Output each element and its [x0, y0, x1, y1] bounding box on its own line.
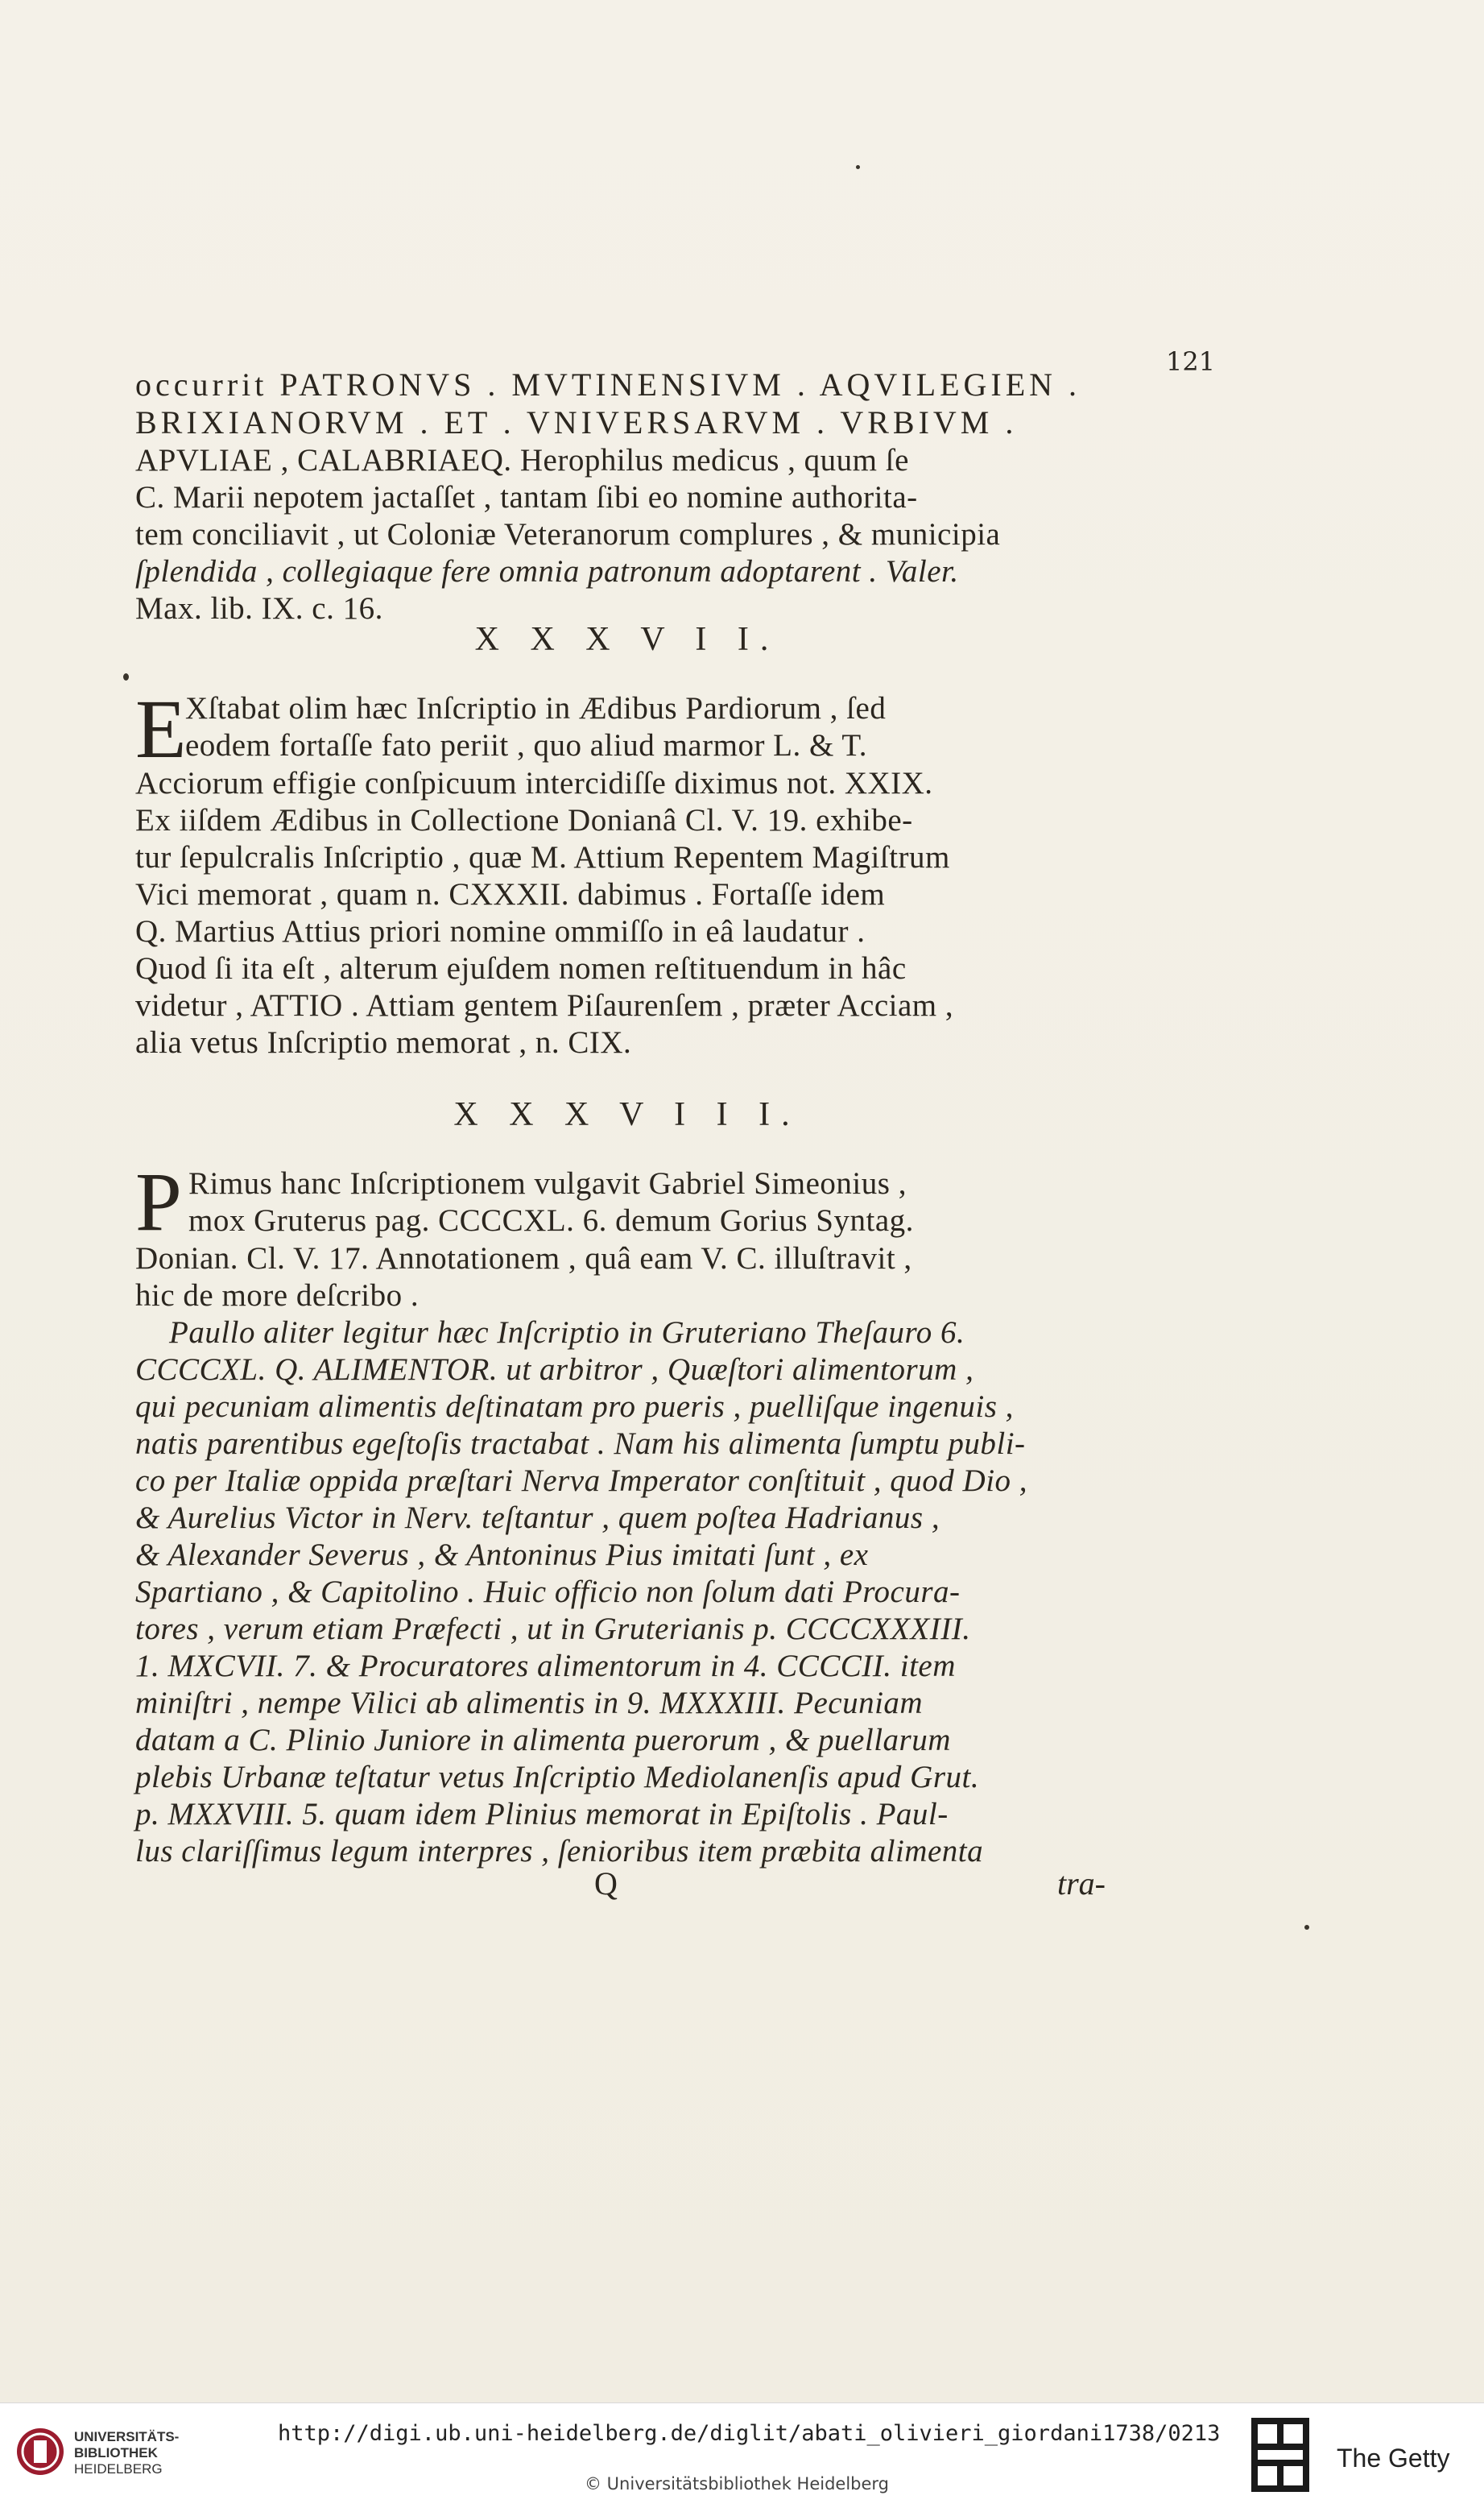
- library-name-line: BIBLIOTHEK: [74, 2445, 158, 2460]
- text-line: tur ſepulcralis Inſcriptio , quæ M. Attium Repentem Magiſtrum: [135, 840, 950, 875]
- text-line: Paullo aliter legitur hæc Inſcriptio in Gruteriano Theſauro 6.: [169, 1315, 965, 1350]
- text-line: 1. MXCVII. 7. & Procuratores alimentorum in 4. CCCCII. item: [135, 1649, 956, 1683]
- drop-capital: E: [135, 683, 187, 776]
- text-line: videtur , ATTIO . Attiam gentem Piſaurenſem , præter Acciam ,: [135, 988, 954, 1023]
- text-line: qui pecuniam alimentis deſtinatam pro pueris , puelliſque ingenuis ,: [135, 1389, 1014, 1424]
- text-line: Max. lib. IX. c. 16.: [135, 591, 383, 626]
- text-line: Xſtabat olim hæc Inſcriptio in Ædibus Pardiorum , ſed: [185, 691, 887, 726]
- text-line: tores , verum etiam Præfecti , ut in Gruterianis p. CCCCXXXIII.: [135, 1612, 971, 1646]
- text-line: Spartiano , & Capitolino . Huic officio non ſolum dati Procura-: [135, 1575, 961, 1609]
- text-line: miniſtri , nempe Vilici ab alimentis in 9. MXXXIII. Pecuniam: [135, 1686, 924, 1720]
- text-line: lus clariſſimus legum interpres , ſenioribus item præbita alimenta: [135, 1834, 984, 1869]
- text-line: p. MXXVIII. 5. quam idem Plinius memorat in Epiſtolis . Paul-: [135, 1797, 949, 1831]
- catchword: tra-: [1057, 1865, 1106, 1902]
- text-line: Quod ſi ita eſt , alterum ejuſdem nomen reſtituendum in hâc: [135, 951, 907, 986]
- text-line: mox Gruterus pag. CCCCXL. 6. demum Gorius Syntag.: [188, 1203, 914, 1238]
- text-line: Vici memorat , quam n. CXXXII. dabimus . Fortaſſe idem: [135, 877, 886, 912]
- section-heading: X X X V I I.: [474, 621, 780, 658]
- text-line: & Alexander Severus , & Antoninus Pius imitati ſunt , ex: [135, 1537, 869, 1572]
- text-line: C. Marii nepotem jactaſſet , tantam ſibi eo nomine authorita-: [135, 480, 918, 515]
- text-line: plebis Urbanæ teſtatur vetus Inſcriptio Mediolanenſis apud Grut.: [135, 1760, 980, 1794]
- text-line: CCCCXL. Q. ALIMENTOR. ut arbitror , Quæſtori alimentorum ,: [135, 1352, 974, 1387]
- speck: [123, 673, 129, 681]
- signature-mark: Q: [594, 1865, 618, 1902]
- page-number: 121: [1166, 346, 1216, 377]
- text-line: ſplendida , collegiaque fere omnia patronum adoptarent . Valer.: [135, 554, 959, 589]
- getty-logo-icon: [1248, 2415, 1312, 2495]
- text-line: occurrit PATRONVS . MVTINENSIVM . AQVILEGIEN .: [135, 366, 1081, 403]
- text-line: Donian. Cl. V. 17. Annotationem , quâ eam V. C. illuſtravit ,: [135, 1241, 912, 1276]
- library-name-line: UNIVERSITÄTS-: [74, 2429, 180, 2444]
- text-line: Ex iiſdem Ædibus in Collectione Donianâ Cl. V. 19. exhibe-: [135, 803, 913, 838]
- text-line: tem conciliavit , ut Coloniæ Veteranorum complures , & municipia: [135, 517, 1001, 552]
- partner-name[interactable]: The Getty: [1337, 2444, 1450, 2473]
- speck: [1304, 1925, 1309, 1930]
- text-line: alia vetus Inſcriptio memorat , n. CIX.: [135, 1025, 632, 1060]
- university-library-logo[interactable]: [14, 2421, 184, 2485]
- section-heading: X X X V I I I.: [453, 1096, 801, 1133]
- text-line: eodem fortaſſe fato periit , quo aliud marmor L. & T.: [185, 728, 868, 763]
- text-line: co per Italiæ oppida præſtari Nerva Imperator conſtituit , quod Dio ,: [135, 1463, 1028, 1498]
- text-line: datam a C. Plinio Juniore in alimenta puerorum , & puellarum: [135, 1723, 951, 1757]
- drop-capital: P: [135, 1156, 182, 1248]
- text-line: APVLIAE , CALABRIAEQ. Herophilus medicus , quum ſe: [135, 443, 909, 478]
- permalink-url[interactable]: http://digi.ub.uni-heidelberg.de/diglit/abati_olivieri_giordani1738/0213: [278, 2421, 1221, 2446]
- copyright-notice: © Universitätsbibliothek Heidelberg: [585, 2474, 890, 2494]
- viewer-footer: [0, 2402, 1484, 2508]
- text-line: hic de more deſcribo .: [135, 1278, 420, 1313]
- speck: [856, 165, 860, 169]
- text-line: Rimus hanc Inſcriptionem vulgavit Gabriel Simeonius ,: [188, 1166, 907, 1201]
- text-line: Q. Martius Attius priori nomine ommiſſo in eâ laudatur .: [135, 914, 866, 949]
- library-seal-icon: [14, 2426, 66, 2477]
- library-name-line: HEIDELBERG: [74, 2461, 163, 2477]
- text-line: BRIXIANORVM . ET . VNIVERSARVM . VRBIVM .: [135, 404, 1018, 441]
- text-line: & Aurelius Victor in Nerv. teſtantur , quem poſtea Hadrianus ,: [135, 1500, 940, 1535]
- text-line: Acciorum effigie conſpicuum intercidiſſe diximus not. XXIX.: [135, 766, 933, 801]
- text-line: natis parentibus egeſtoſis tractabat . Nam his alimenta ſumptu publi-: [135, 1426, 1026, 1461]
